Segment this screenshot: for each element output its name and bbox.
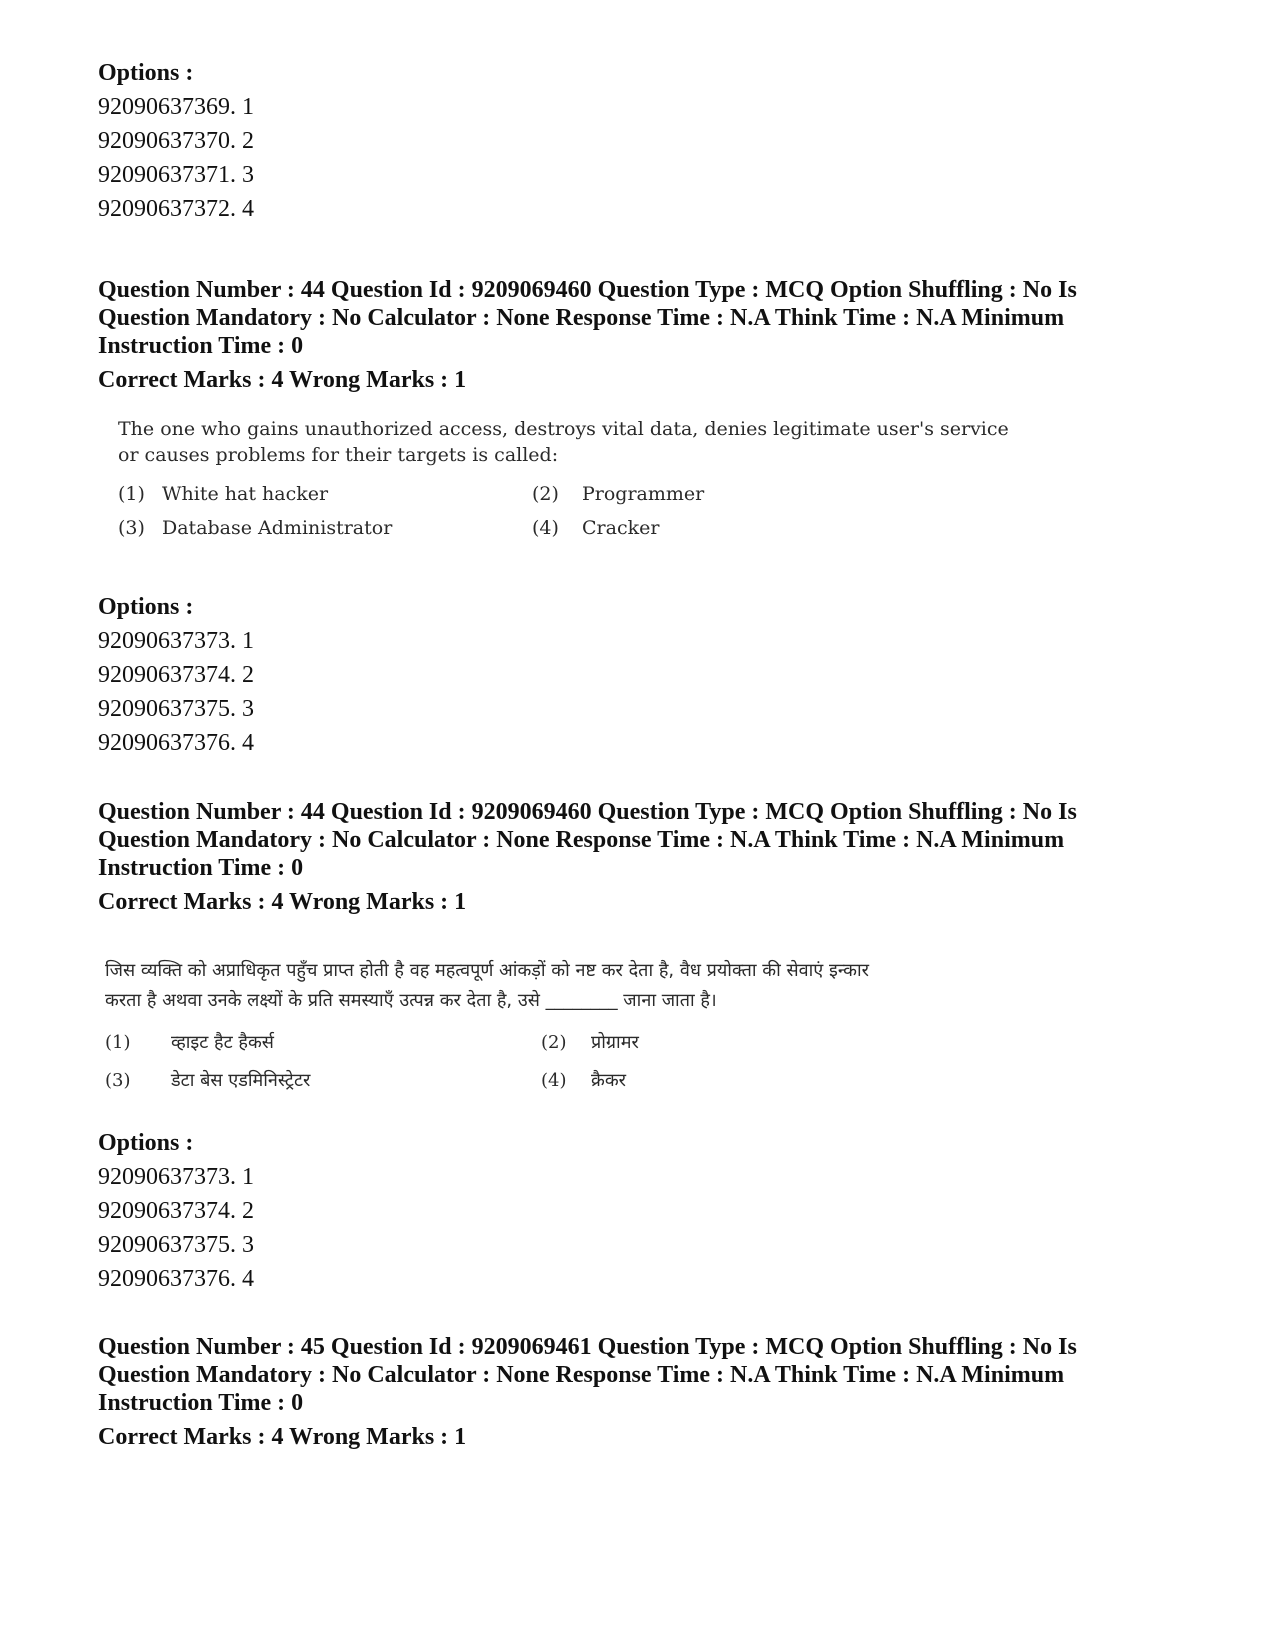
option-line: 92090637372. 4: [98, 196, 254, 222]
question-body-44-hi: [105, 956, 1025, 1094]
choice-text: प्रोग्रामर: [591, 1032, 639, 1053]
options-label: Options :: [98, 594, 194, 620]
choice-text: Programmer: [582, 483, 705, 505]
options-block-44-en: [98, 590, 798, 760]
option-line: 92090637375. 3: [98, 1232, 254, 1258]
choice-text: क्रैकर: [591, 1070, 627, 1091]
option-line: 92090637374. 2: [98, 662, 254, 688]
header-line: Question Number : 45 Question Id : 9209069461 Question Type : MCQ Option Shuffling : No Is: [98, 1334, 1077, 1360]
choice-number: (1): [105, 1032, 131, 1053]
answer-choices: [118, 482, 1018, 540]
choice-number: (1): [118, 483, 145, 505]
header-line: Instruction Time : 0: [98, 855, 304, 881]
choice-text: Cracker: [582, 517, 660, 539]
question-body-44-en: [118, 416, 1018, 540]
header-line: Question Number : 44 Question Id : 9209069460 Question Type : MCQ Option Shuffling : No Is: [98, 277, 1077, 303]
choice-number: (3): [118, 517, 145, 539]
stem-line: The one who gains unauthorized access, destroys vital data, denies legitimate user's service: [118, 418, 1009, 440]
option-line: 92090637376. 4: [98, 730, 254, 756]
option-line: 92090637371. 3: [98, 162, 254, 188]
options-label: Options :: [98, 1130, 194, 1156]
stem-line: or causes problems for their targets is called:: [118, 444, 559, 466]
answer-choices: [105, 1030, 1025, 1094]
choice-text: डेटा बेस एडमिनिस्ट्रेटर: [171, 1070, 311, 1091]
stem-line: करता है अथवा उनके लक्ष्यों के प्रति समस्याएँ उत्पन्न कर देता है, उसे ________ जाना जाता है।: [105, 990, 717, 1011]
choice-text: Database Administrator: [162, 517, 393, 539]
marks-line: Correct Marks : 4 Wrong Marks : 1: [98, 367, 467, 393]
choice-number: (3): [105, 1070, 131, 1091]
header-line: Instruction Time : 0: [98, 333, 304, 359]
question-header-44-hi: [98, 798, 1188, 916]
marks-line: Correct Marks : 4 Wrong Marks : 1: [98, 1424, 467, 1450]
stem-line: जिस व्यक्ति को अप्राधिकृत पहुँच प्राप्त होती है वह महत्वपूर्ण आंकड़ों को नष्ट कर देता है, वैध प्रयोक्ता की सेवाएं इन्कार: [105, 960, 869, 981]
question-stem: [118, 416, 1018, 468]
marks-line: Correct Marks : 4 Wrong Marks : 1: [98, 889, 467, 915]
option-line: 92090637370. 2: [98, 128, 254, 154]
header-line: Question Mandatory : No Calculator : None Response Time : N.A Think Time : N.A Minimum: [98, 827, 1065, 853]
option-line: 92090637376. 4: [98, 1266, 254, 1292]
choice-number: (2): [541, 1032, 567, 1053]
option-line: 92090637373. 1: [98, 1164, 254, 1190]
header-line: Question Number : 44 Question Id : 9209069460 Question Type : MCQ Option Shuffling : No Is: [98, 799, 1077, 825]
choice-number: (2): [532, 483, 559, 505]
option-line: 92090637375. 3: [98, 696, 254, 722]
header-line: Question Mandatory : No Calculator : None Response Time : N.A Think Time : N.A Minimum: [98, 1362, 1065, 1388]
options-block-44-hi: [98, 1126, 798, 1296]
choice-number: (4): [541, 1070, 567, 1091]
question-stem: [105, 956, 1025, 1016]
choice-text: White hat hacker: [162, 483, 329, 505]
choice-text: व्हाइट हैट हैकर्स: [171, 1032, 274, 1053]
option-line: 92090637374. 2: [98, 1198, 254, 1224]
option-line: 92090637369. 1: [98, 94, 254, 120]
question-header-45: [98, 1333, 1188, 1451]
choice-number: (4): [532, 517, 559, 539]
header-line: Question Mandatory : No Calculator : None Response Time : N.A Think Time : N.A Minimum: [98, 305, 1065, 331]
options-label: Options :: [98, 60, 194, 86]
options-block-1: [98, 56, 798, 226]
option-line: 92090637373. 1: [98, 628, 254, 654]
question-header-44-en: [98, 276, 1188, 394]
header-line: Instruction Time : 0: [98, 1390, 304, 1416]
